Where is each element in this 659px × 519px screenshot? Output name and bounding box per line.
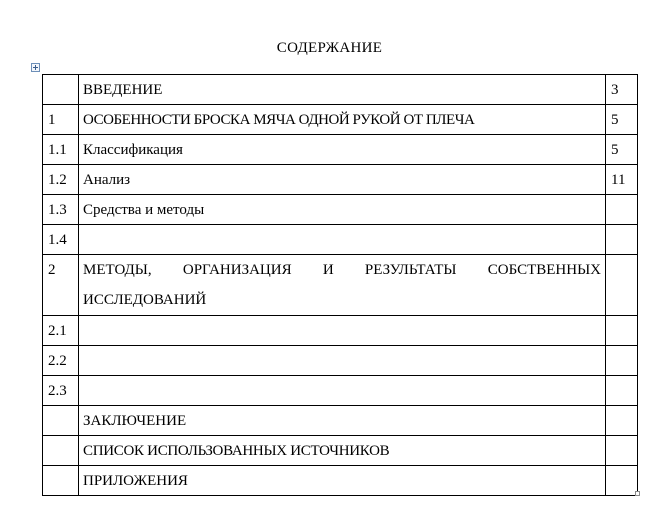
toc-page-cell[interactable] [606, 255, 638, 316]
toc-title-cell[interactable] [79, 225, 606, 255]
toc-title-cell[interactable] [79, 316, 606, 346]
page-title: СОДЕРЖАНИЕ [276, 40, 383, 56]
table-resize-handle-icon[interactable] [635, 491, 640, 496]
toc-page-cell[interactable] [606, 316, 638, 346]
table-row [43, 75, 638, 105]
toc-number-cell[interactable]: 1.1 [43, 135, 79, 165]
table-row [43, 466, 638, 496]
toc-title-cell[interactable]: ВВЕДЕНИЕ [79, 75, 606, 105]
table-row [43, 406, 638, 436]
toc-number-cell[interactable]: 2 [43, 255, 79, 316]
toc-page-cell[interactable]: 11 [606, 165, 638, 195]
table-row [43, 195, 638, 225]
toc-title-cell[interactable] [79, 376, 606, 406]
toc-number-cell[interactable]: 1.4 [43, 225, 79, 255]
toc-page-cell[interactable] [606, 346, 638, 376]
table-row [43, 165, 638, 195]
toc-page-cell[interactable] [606, 225, 638, 255]
toc-title-cell[interactable]: Классификация [79, 135, 606, 165]
toc-page-cell[interactable] [606, 376, 638, 406]
toc-title-cell[interactable]: ПРИЛОЖЕНИЯ [79, 466, 606, 496]
toc-title-cell[interactable] [79, 255, 606, 316]
table-row [43, 346, 638, 376]
table-row [43, 255, 638, 316]
toc-number-cell[interactable]: 2.1 [43, 316, 79, 346]
toc-title-cell[interactable]: ОСОБЕННОСТИ БРОСКА МЯЧА ОДНОЙ РУКОЙ ОТ ПЛЕЧА [79, 105, 606, 135]
toc-page-cell[interactable]: 5 [606, 135, 638, 165]
toc-title-cell[interactable]: ЗАКЛЮЧЕНИЕ [79, 406, 606, 436]
toc-title-cell[interactable]: Средства и методы [79, 195, 606, 225]
toc-title-cell[interactable] [79, 346, 606, 376]
table-move-handle-icon[interactable] [31, 63, 40, 72]
toc-number-cell[interactable]: 1.3 [43, 195, 79, 225]
toc-number-cell[interactable]: 1.2 [43, 165, 79, 195]
table-row [43, 316, 638, 346]
toc-title-line: ИССЛЕДОВАНИЙ [83, 292, 207, 308]
table-of-contents [42, 74, 638, 496]
table-row [43, 376, 638, 406]
table-row [43, 135, 638, 165]
toc-number-cell[interactable] [43, 75, 79, 105]
toc-title-cell[interactable]: СПИСОК ИСПОЛЬЗОВАННЫХ ИСТОЧНИКОВ [79, 436, 606, 466]
toc-page-cell[interactable]: 3 [606, 75, 638, 105]
toc-number-cell[interactable] [43, 436, 79, 466]
toc-page-cell[interactable] [606, 406, 638, 436]
toc-page-cell[interactable] [606, 466, 638, 496]
toc-page-cell[interactable] [606, 436, 638, 466]
toc-number-cell[interactable] [43, 406, 79, 436]
table-row [43, 105, 638, 135]
toc-number-cell[interactable]: 2.2 [43, 346, 79, 376]
table-row [43, 225, 638, 255]
toc-number-cell[interactable]: 2.3 [43, 376, 79, 406]
toc-title-line: МЕТОДЫ, ОРГАНИЗАЦИЯ И РЕЗУЛЬТАТЫ СОБСТВЕННЫХ [83, 262, 601, 278]
table-row [43, 436, 638, 466]
toc-page-cell[interactable]: 5 [606, 105, 638, 135]
toc-title-cell[interactable]: Анализ [79, 165, 606, 195]
toc-number-cell[interactable] [43, 466, 79, 496]
toc-page-cell[interactable] [606, 195, 638, 225]
toc-number-cell[interactable]: 1 [43, 105, 79, 135]
